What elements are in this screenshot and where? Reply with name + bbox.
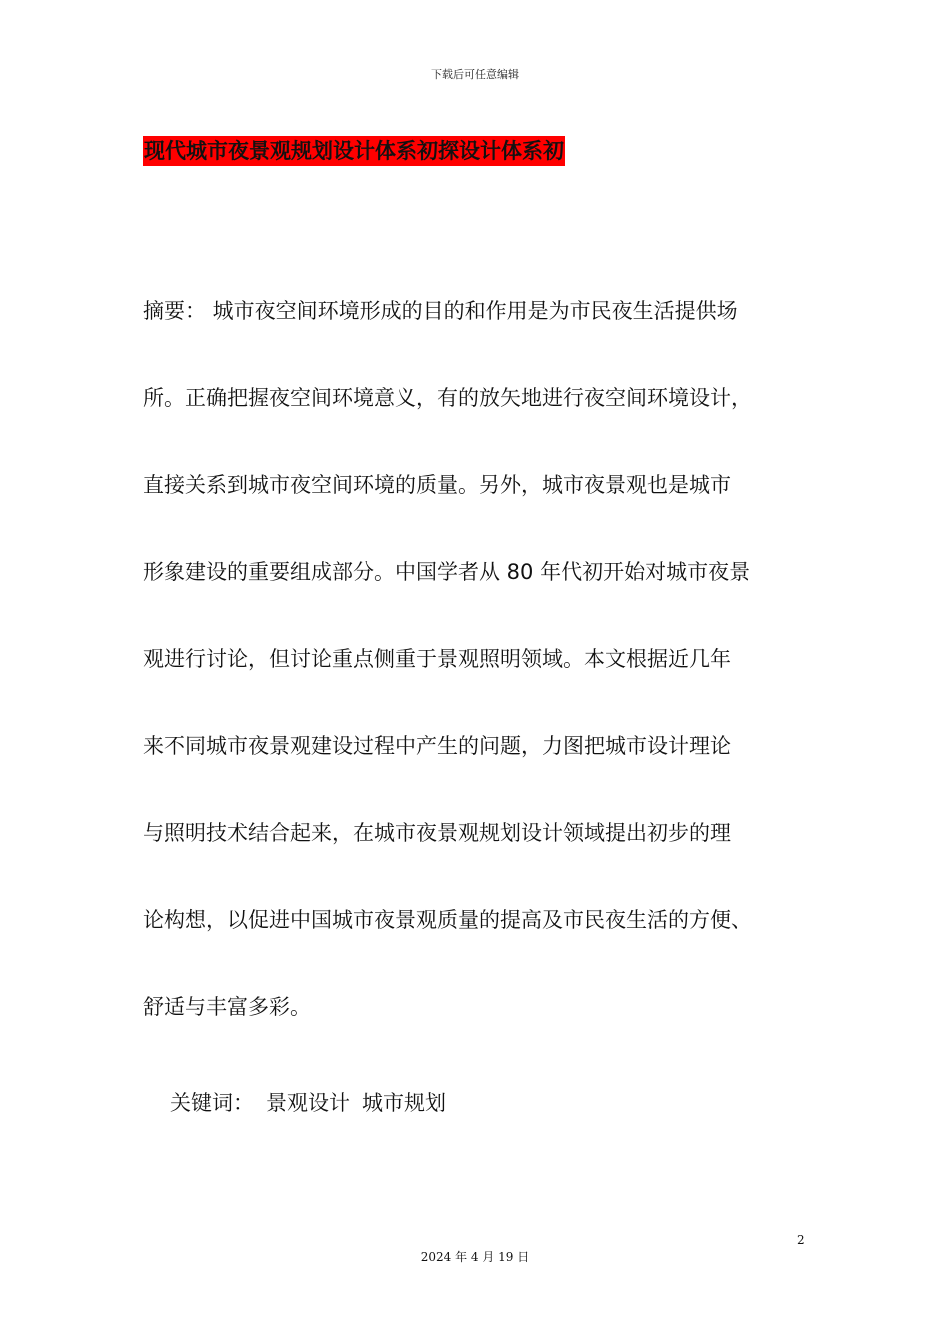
abstract-line-5: 观进行讨论，但讨论重点侧重于景观照明领域。本文根据近几年 (143, 647, 731, 671)
footer-date: 2024 年 4 月 19 日 (420, 1250, 530, 1264)
page-number: 2 (797, 1233, 805, 1247)
keyword-term: 城市规划 (362, 1091, 446, 1115)
header-note: 下载后可任意编辑 (431, 68, 519, 81)
abstract-line-4: 形象建设的重要组成部分。中国学者从 80 年代初开始对城市夜景 (143, 560, 751, 584)
keywords-line (170, 1088, 446, 1118)
abstract-line-9: 舒适与丰富多彩。 (143, 995, 311, 1019)
abstract-line-7: 与照明技术结合起来，在城市夜景观规划设计领域提出初步的理 (143, 821, 731, 845)
document-title: 现代城市夜景观规划设计体系初探设计体系初 (143, 136, 565, 166)
keyword-term: 景观设计 (266, 1091, 350, 1115)
abstract-line-3: 直接关系到城市夜空间环境的质量。另外，城市夜景观也是城市 (143, 473, 731, 497)
abstract-line-6: 来不同城市夜景观建设过程中产生的问题，力图把城市设计理论 (143, 734, 731, 758)
keywords-label: 关键词： (170, 1091, 254, 1115)
abstract-line-1: 摘要： 城市夜空间环境形成的目的和作用是为市民夜生活提供场 (143, 299, 738, 323)
abstract-line-8: 论构想，以促进中国城市夜景观质量的提高及市民夜生活的方便、 (143, 908, 752, 932)
abstract-line-2: 所。正确把握夜空间环境意义，有的放矢地进行夜空间环境设计， (143, 386, 752, 410)
